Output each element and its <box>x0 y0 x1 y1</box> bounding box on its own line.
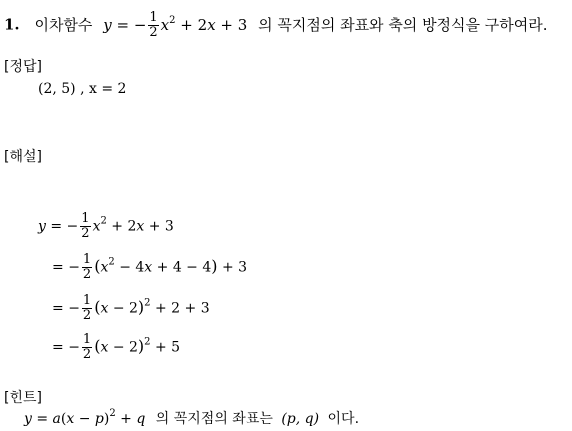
answer-value: (2, 5) , x = 2 <box>38 81 127 97</box>
hint-equation: $y = a(x - p)^2 + q$ <box>24 408 146 427</box>
question-suffix: 의 꼭지점의 좌표와 축의 방정식을 구하여라. <box>258 15 548 34</box>
solution-heading: [해설] <box>4 149 42 165</box>
solution-line-3: = − $\frac{1}{2}$ $(x - 2)^2 + 2 + 3$ <box>52 293 210 323</box>
solution-line-1: y = − $\frac{1}{2}$ $x^2 + 2x + 3$ <box>38 211 174 241</box>
question-number: 1. <box>4 15 20 34</box>
solution-line-4: = − $\frac{1}{2}$ $(x - 2)^2 + 5$ <box>52 332 181 362</box>
solution-line-2: = − $\frac{1}{2}$ $(x^2 - 4x + 4 - 4) + 3$ <box>52 252 248 282</box>
question-prefix: 이차함수 <box>34 15 93 34</box>
hint-line <box>24 408 360 427</box>
answer-heading: [정답] <box>4 59 42 75</box>
hint-text-after: 이다. <box>327 411 360 427</box>
question-line <box>4 11 548 40</box>
hint-vertex: (p, q) <box>281 411 320 427</box>
hint-heading: [힌트] <box>4 390 42 406</box>
hint-text-before: 의 꼭지점의 좌표는 <box>155 411 273 427</box>
question-equation: y = − $\frac{1}{2}$ $x^2 + 2x + 3$ <box>103 10 248 40</box>
